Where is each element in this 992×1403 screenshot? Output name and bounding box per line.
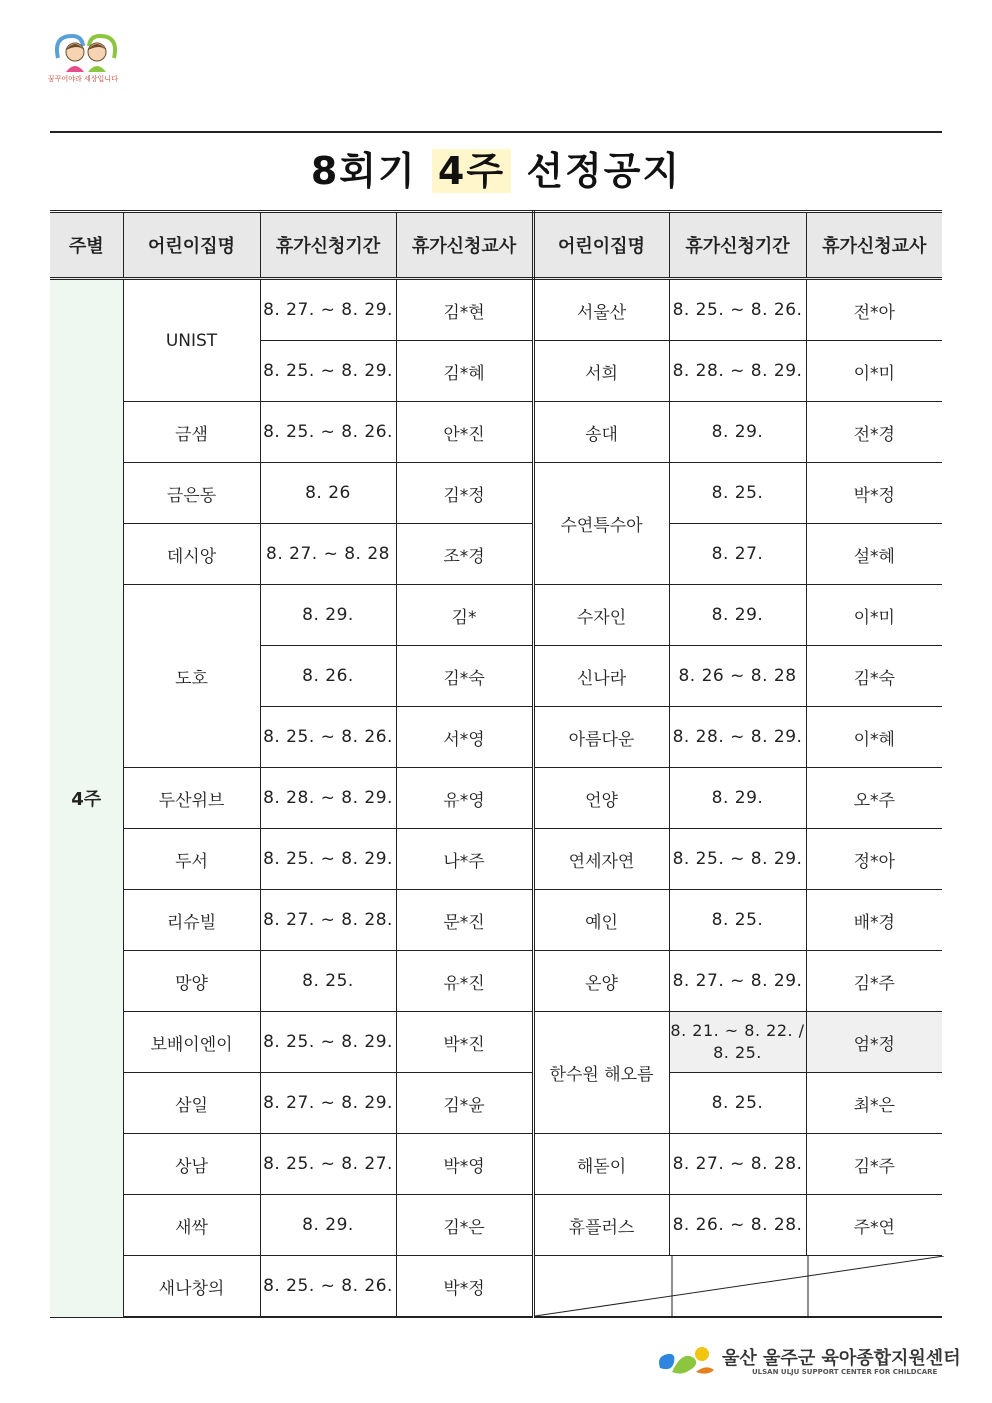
teacher-name: 박*영 bbox=[396, 1134, 533, 1195]
table-row bbox=[50, 585, 942, 646]
center-name: 해돋이 bbox=[533, 1134, 669, 1195]
title-suffix: 선정공지 bbox=[526, 149, 682, 193]
vacation-period: 8. 25. ~ 8. 29. bbox=[260, 829, 396, 890]
teacher-name: 전*아 bbox=[806, 279, 942, 341]
two-people-heart-icon bbox=[48, 28, 138, 76]
teacher-name: 전*경 bbox=[806, 402, 942, 463]
table-row bbox=[50, 279, 942, 341]
teacher-name: 정*아 bbox=[806, 829, 942, 890]
teacher-name: 김*숙 bbox=[396, 646, 533, 707]
center-name: 새나창의 bbox=[123, 1256, 260, 1318]
center-name: 연세자연 bbox=[533, 829, 669, 890]
vacation-period: 8. 29. bbox=[260, 1195, 396, 1256]
vacation-period: 8. 29. bbox=[669, 402, 806, 463]
table-row bbox=[50, 463, 942, 524]
vacation-period: 8. 26. bbox=[260, 646, 396, 707]
page-title bbox=[50, 140, 942, 195]
teacher-name: 오*주 bbox=[806, 768, 942, 829]
table-row bbox=[50, 402, 942, 463]
empty-diagonal-cell bbox=[533, 1256, 942, 1318]
center-name: 신나라 bbox=[533, 646, 669, 707]
vacation-period: 8. 26 ~ 8. 28 bbox=[669, 646, 806, 707]
teacher-name: 이*미 bbox=[806, 585, 942, 646]
vacation-period: 8. 25. ~ 8. 26. bbox=[260, 1256, 396, 1318]
center-name: 서희 bbox=[533, 341, 669, 402]
center-name: 데시앙 bbox=[123, 524, 260, 585]
teacher-name: 김*주 bbox=[806, 951, 942, 1012]
center-name: UNIST bbox=[123, 279, 260, 402]
vacation-period: 8. 25. ~ 8. 29. bbox=[669, 829, 806, 890]
center-name: 금은동 bbox=[123, 463, 260, 524]
vacation-period: 8. 26 bbox=[260, 463, 396, 524]
teacher-name: 유*영 bbox=[396, 768, 533, 829]
teacher-name: 설*혜 bbox=[806, 524, 942, 585]
vacation-period: 8. 25. ~ 8. 26. bbox=[669, 279, 806, 341]
diagonal-strike bbox=[535, 1256, 944, 1316]
vacation-period: 8. 25. bbox=[669, 463, 806, 524]
table-row bbox=[50, 1195, 942, 1256]
vacation-period: 8. 25. ~ 8. 27. bbox=[260, 1134, 396, 1195]
vacation-period: 8. 25. ~ 8. 29. bbox=[260, 1012, 396, 1073]
center-name: 서울산 bbox=[533, 279, 669, 341]
header-period-right: 휴가신청기간 bbox=[669, 212, 806, 279]
vacation-period bbox=[669, 1012, 806, 1073]
header-center-left: 어린이집명 bbox=[123, 212, 260, 279]
teacher-name: 이*미 bbox=[806, 341, 942, 402]
teacher-name: 박*진 bbox=[396, 1012, 533, 1073]
vacation-period: 8. 29. bbox=[669, 768, 806, 829]
org-name-english: ULSAN ULJU SUPPORT CENTER FOR CHILDCARE bbox=[752, 1368, 938, 1376]
header-center-right: 어린이집명 bbox=[533, 212, 669, 279]
teacher-name: 이*혜 bbox=[806, 707, 942, 768]
center-name: 보배이엔이 bbox=[123, 1012, 260, 1073]
teacher-name: 배*경 bbox=[806, 890, 942, 951]
center-name: 예인 bbox=[533, 890, 669, 951]
teacher-name: 서*영 bbox=[396, 707, 533, 768]
vacation-period: 8. 27. ~ 8. 29. bbox=[669, 951, 806, 1012]
vacation-period: 8. 29. bbox=[260, 585, 396, 646]
vacation-period: 8. 28. ~ 8. 29. bbox=[669, 341, 806, 402]
header-row bbox=[50, 212, 942, 279]
vacation-period: 8. 28. ~ 8. 29. bbox=[260, 768, 396, 829]
teacher-name: 조*경 bbox=[396, 524, 533, 585]
vacation-period: 8. 28. ~ 8. 29. bbox=[669, 707, 806, 768]
vacation-period-line2: 8. 25. bbox=[713, 1043, 762, 1062]
center-name: 아름다운 bbox=[533, 707, 669, 768]
center-name: 금샘 bbox=[123, 402, 260, 463]
teacher-name: 김*혜 bbox=[396, 341, 533, 402]
center-name: 휴플러스 bbox=[533, 1195, 669, 1256]
table-row bbox=[50, 1012, 942, 1073]
footer-logo bbox=[654, 1342, 961, 1382]
center-name: 언양 bbox=[533, 768, 669, 829]
title-prefix: 8회기 bbox=[310, 149, 417, 193]
header-period-left: 휴가신청기간 bbox=[260, 212, 396, 279]
table-row bbox=[50, 768, 942, 829]
teacher-name: 주*연 bbox=[806, 1195, 942, 1256]
teacher-name: 김*정 bbox=[396, 463, 533, 524]
table-row bbox=[50, 1256, 942, 1318]
teacher-name: 김*현 bbox=[396, 279, 533, 341]
org-name-korean: 울산 울주군 육아종합지원센터 bbox=[722, 1348, 961, 1369]
table-row bbox=[50, 1073, 942, 1134]
vacation-period: 8. 27. ~ 8. 28. bbox=[260, 890, 396, 951]
teacher-name: 박*정 bbox=[806, 463, 942, 524]
teacher-name: 나*주 bbox=[396, 829, 533, 890]
center-name: 새싹 bbox=[123, 1195, 260, 1256]
title-week-highlight: 4주 bbox=[432, 149, 511, 193]
title-rule bbox=[50, 131, 942, 133]
center-name: 수자인 bbox=[533, 585, 669, 646]
teacher-name: 유*진 bbox=[396, 951, 533, 1012]
teacher-name: 김* bbox=[396, 585, 533, 646]
selection-table bbox=[50, 210, 942, 1318]
center-name: 송대 bbox=[533, 402, 669, 463]
center-name: 도호 bbox=[123, 585, 260, 768]
center-name: 상남 bbox=[123, 1134, 260, 1195]
vacation-period: 8. 25. bbox=[669, 890, 806, 951]
table-row bbox=[50, 829, 942, 890]
table-row bbox=[50, 890, 942, 951]
logo-slogan: 꿈꾸어야라 세상입니다 bbox=[48, 75, 118, 83]
teacher-name: 김*윤 bbox=[396, 1073, 533, 1134]
center-name: 한수원 해오름 bbox=[533, 1012, 669, 1134]
vacation-period: 8. 27. bbox=[669, 524, 806, 585]
teacher-name: 문*진 bbox=[396, 890, 533, 951]
vacation-period: 8. 27. ~ 8. 29. bbox=[260, 279, 396, 341]
teacher-name: 김*숙 bbox=[806, 646, 942, 707]
table-row bbox=[50, 1134, 942, 1195]
vacation-period: 8. 27. ~ 8. 29. bbox=[260, 1073, 396, 1134]
center-name: 두서 bbox=[123, 829, 260, 890]
center-name: 리슈빌 bbox=[123, 890, 260, 951]
center-name: 망양 bbox=[123, 951, 260, 1012]
center-name: 두산위브 bbox=[123, 768, 260, 829]
vacation-period: 8. 25. bbox=[669, 1073, 806, 1134]
teacher-name: 엄*정 bbox=[806, 1012, 942, 1073]
vacation-period: 8. 27. ~ 8. 28 bbox=[260, 524, 396, 585]
teacher-name: 김*주 bbox=[806, 1134, 942, 1195]
center-logo bbox=[48, 28, 138, 88]
vacation-period: 8. 29. bbox=[669, 585, 806, 646]
header-teacher-right: 휴가신청교사 bbox=[806, 212, 942, 279]
header-week: 주별 bbox=[50, 212, 123, 279]
center-name: 수연특수아 bbox=[533, 463, 669, 585]
vacation-period: 8. 25. ~ 8. 26. bbox=[260, 402, 396, 463]
center-name: 삼일 bbox=[123, 1073, 260, 1134]
table-row bbox=[50, 524, 942, 585]
teacher-name: 김*은 bbox=[396, 1195, 533, 1256]
teacher-name: 최*은 bbox=[806, 1073, 942, 1134]
teacher-name: 박*정 bbox=[396, 1256, 533, 1318]
vacation-period: 8. 25. bbox=[260, 951, 396, 1012]
center-emblem-icon bbox=[654, 1342, 718, 1378]
vacation-period: 8. 25. ~ 8. 29. bbox=[260, 341, 396, 402]
table-row bbox=[50, 951, 942, 1012]
center-name: 온양 bbox=[533, 951, 669, 1012]
vacation-period-line1: 8. 21. ~ 8. 22. / bbox=[670, 1021, 805, 1040]
week-cell: 4주 bbox=[50, 279, 123, 1318]
teacher-name: 안*진 bbox=[396, 402, 533, 463]
vacation-period: 8. 27. ~ 8. 28. bbox=[669, 1134, 806, 1195]
vacation-period: 8. 25. ~ 8. 26. bbox=[260, 707, 396, 768]
header-teacher-left: 휴가신청교사 bbox=[396, 212, 533, 279]
vacation-period: 8. 26. ~ 8. 28. bbox=[669, 1195, 806, 1256]
